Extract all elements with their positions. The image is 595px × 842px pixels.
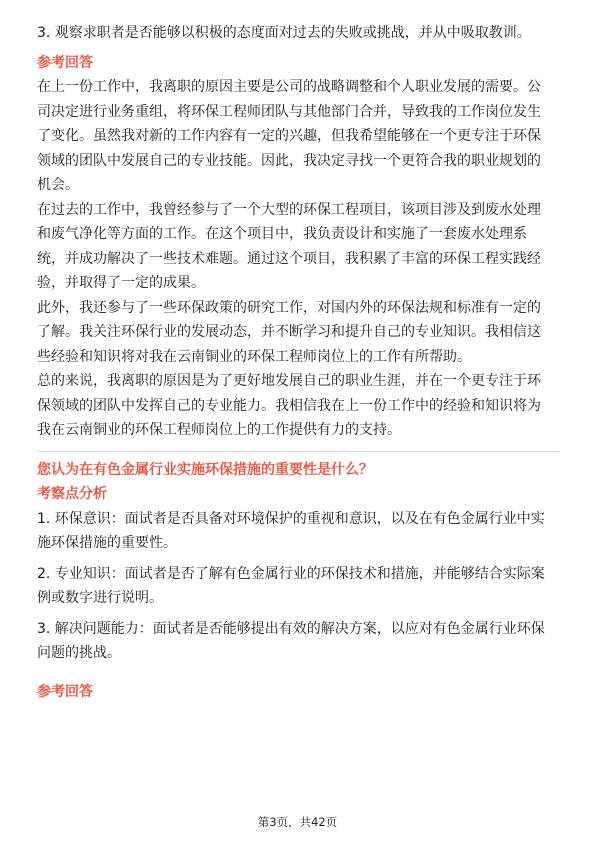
text-line: 在过去的工作中，我曾经参与了一个大型的环保工程项目，该项目涉及到废水处理 (37, 201, 541, 218)
interview-question: 您认为在有色金属行业实施环保措施的重要性是什么？ (37, 461, 373, 478)
text-line: 此外，我还参与了一些环保政策的研究工作，对国内外的环保法规和标准有一定的 (37, 299, 541, 316)
text-line: 机会。 (37, 177, 79, 193)
section-divider (37, 451, 559, 452)
text-line: 统，并成功解决了一些技术难题。通过这个项目，我积累了丰富的环保工程实践经 (37, 250, 541, 267)
text-line: 2. 专业知识：面试者是否了解有色金属行业的环保技术和措施，并能够结合实际案 (37, 565, 545, 582)
reference-answer-label: 参考回答 (37, 54, 93, 71)
text-line: 保领域的团队中发挥自己的专业能力。我相信我在上一份工作中的经验和知识将为 (37, 397, 541, 414)
page-number: 第3页，共42页 (257, 815, 338, 829)
text-line: 问题的挑战。 (37, 645, 121, 661)
text-line: 施环保措施的重要性。 (37, 535, 177, 551)
text-line: 验，并取得了一定的成果。 (37, 275, 205, 291)
text-line: 司决定进行业务重组，将环保工程师团队与其他部门合并，导致我的工作岗位发生 (37, 103, 541, 120)
reference-answer-label-2: 参考回答 (37, 683, 93, 700)
text-line: 3. 解决问题能力：面试者是否能够提出有效的解决方案，以应对有色金属行业环保 (37, 620, 545, 637)
text-line: 在上一份工作中，我离职的原因主要是公司的战略调整和个人职业发展的需要。公 (37, 79, 541, 95)
text-line: 1. 环保意识：面试者是否具备对环境保护的重视和意识，以及在有色金属行业中实 (37, 510, 545, 527)
text-line: 些经验和知识将对我在云南铜业的环保工程师岗位上的工作有所帮助。 (37, 348, 471, 365)
observation-item-3: 3. 观察求职者是否能够以积极的态度面对过去的失败或挑战，并从中吸取教训。 (37, 25, 531, 41)
page-content (37, 21, 559, 704)
analysis-point-3 (37, 617, 559, 666)
text-line: 我在云南铜业的环保工程师岗位上的工作提供有力的支持。 (37, 422, 401, 438)
answer-paragraph-1 (37, 75, 559, 198)
answer-paragraph-2 (37, 198, 559, 296)
text-line: 领域的团队中发展自己的专业技能。因此，我决定寻找一个更符合我的职业规划的 (37, 152, 541, 169)
text-line: 总的来说，我离职的原因是为了更好地发展自己的职业生涯，并在一个更专注于环 (37, 373, 541, 389)
text-line: 和废气净化等方面的工作。在这个项目中，我负责设计和实施了一套废水处理系 (37, 226, 527, 242)
text-line: 了变化。虽然我对新的工作内容有一定的兴趣，但我希望能够在一个更专注于环保 (37, 128, 541, 144)
answer-paragraph-4 (37, 369, 559, 443)
analysis-point-1 (37, 507, 559, 556)
analysis-label: 考察点分析 (37, 486, 107, 502)
analysis-point-2 (37, 562, 559, 611)
text-line: 例或数字进行说明。 (37, 590, 163, 606)
answer-paragraph-3 (37, 296, 559, 370)
text-line: 了解。我关注环保行业的发展动态，并不断学习和提升自己的专业知识。我相信这 (37, 324, 541, 340)
